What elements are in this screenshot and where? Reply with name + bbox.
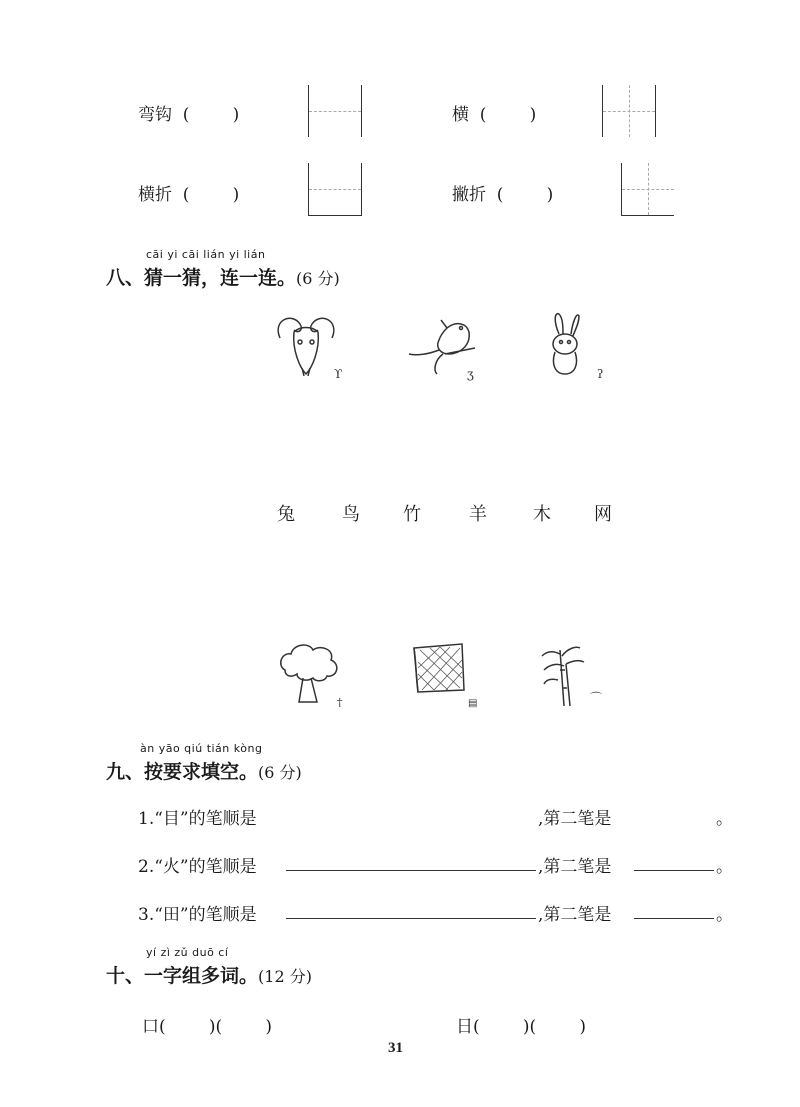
word-group-kou[interactable]: 口( )( )	[142, 1017, 272, 1037]
section8-pinyin: cāi yi cāi lián yi lián	[146, 248, 266, 261]
tian-grid-3[interactable]	[308, 163, 362, 216]
q2-order-blank[interactable]	[286, 870, 536, 871]
bamboo-picture[interactable]	[538, 640, 618, 715]
tian-grid-2[interactable]	[602, 85, 656, 137]
tree-picture[interactable]	[275, 640, 355, 715]
word-group-ri[interactable]: 日( )( )	[456, 1017, 586, 1037]
q1-mid: ,第二笔是	[538, 809, 612, 829]
bird-picture[interactable]	[405, 310, 485, 385]
stroke-label-hengzhe: 横折 ( )	[138, 185, 240, 205]
section10-title: 十、一字组多词。(12 分)	[106, 965, 312, 987]
section9-pinyin: àn yāo qiú tián kòng	[140, 742, 263, 755]
svg-text:⌒: ⌒	[590, 691, 603, 705]
rabbit-picture[interactable]	[545, 310, 625, 385]
stroke-label-wangou: 弯钩 ( )	[138, 105, 240, 125]
word-niao[interactable]: 鸟	[342, 504, 360, 525]
tian-grid-1[interactable]	[308, 85, 362, 137]
stroke-label-heng: 横 ( )	[452, 105, 537, 125]
goat-picture[interactable]	[272, 310, 352, 385]
q2-mid: ,第二笔是	[538, 857, 612, 877]
svg-text:▤: ▤	[468, 698, 478, 709]
q1-end: 。	[716, 809, 733, 829]
q3-mid: ,第二笔是	[538, 905, 612, 925]
word-zhu[interactable]: 竹	[403, 504, 421, 525]
tian-grid-4[interactable]	[621, 163, 674, 216]
word-mu[interactable]: 木	[533, 504, 551, 525]
page-number: 31	[388, 1040, 403, 1056]
svg-text:ϒ: ϒ	[334, 367, 343, 381]
svg-text:ʔ: ʔ	[597, 367, 604, 381]
section8-title: 八、猜一猜，连一连。(6 分)	[106, 267, 340, 289]
word-yang[interactable]: 羊	[469, 504, 487, 525]
svg-text:†: †	[337, 696, 343, 709]
q3-end: 。	[716, 905, 733, 925]
q2-end: 。	[716, 857, 733, 877]
q3-second-blank[interactable]	[634, 918, 714, 919]
stroke-label-piezhe: 撇折 ( )	[452, 185, 554, 205]
q2-prefix: 2.“火”的笔顺是	[138, 857, 257, 877]
svg-text:ʒ: ʒ	[467, 367, 474, 381]
section9-title: 九、按要求填空。(6 分)	[106, 761, 302, 783]
net-picture[interactable]	[410, 640, 490, 715]
q3-order-blank[interactable]	[286, 918, 536, 919]
word-tu[interactable]: 兔	[277, 504, 295, 525]
section10-pinyin: yí zì zǔ duō cí	[146, 946, 229, 959]
word-wang[interactable]: 网	[594, 504, 612, 525]
q1-prefix: 1.“目”的笔顺是	[138, 809, 257, 829]
q2-second-blank[interactable]	[634, 870, 714, 871]
q3-prefix: 3.“田”的笔顺是	[138, 905, 257, 925]
